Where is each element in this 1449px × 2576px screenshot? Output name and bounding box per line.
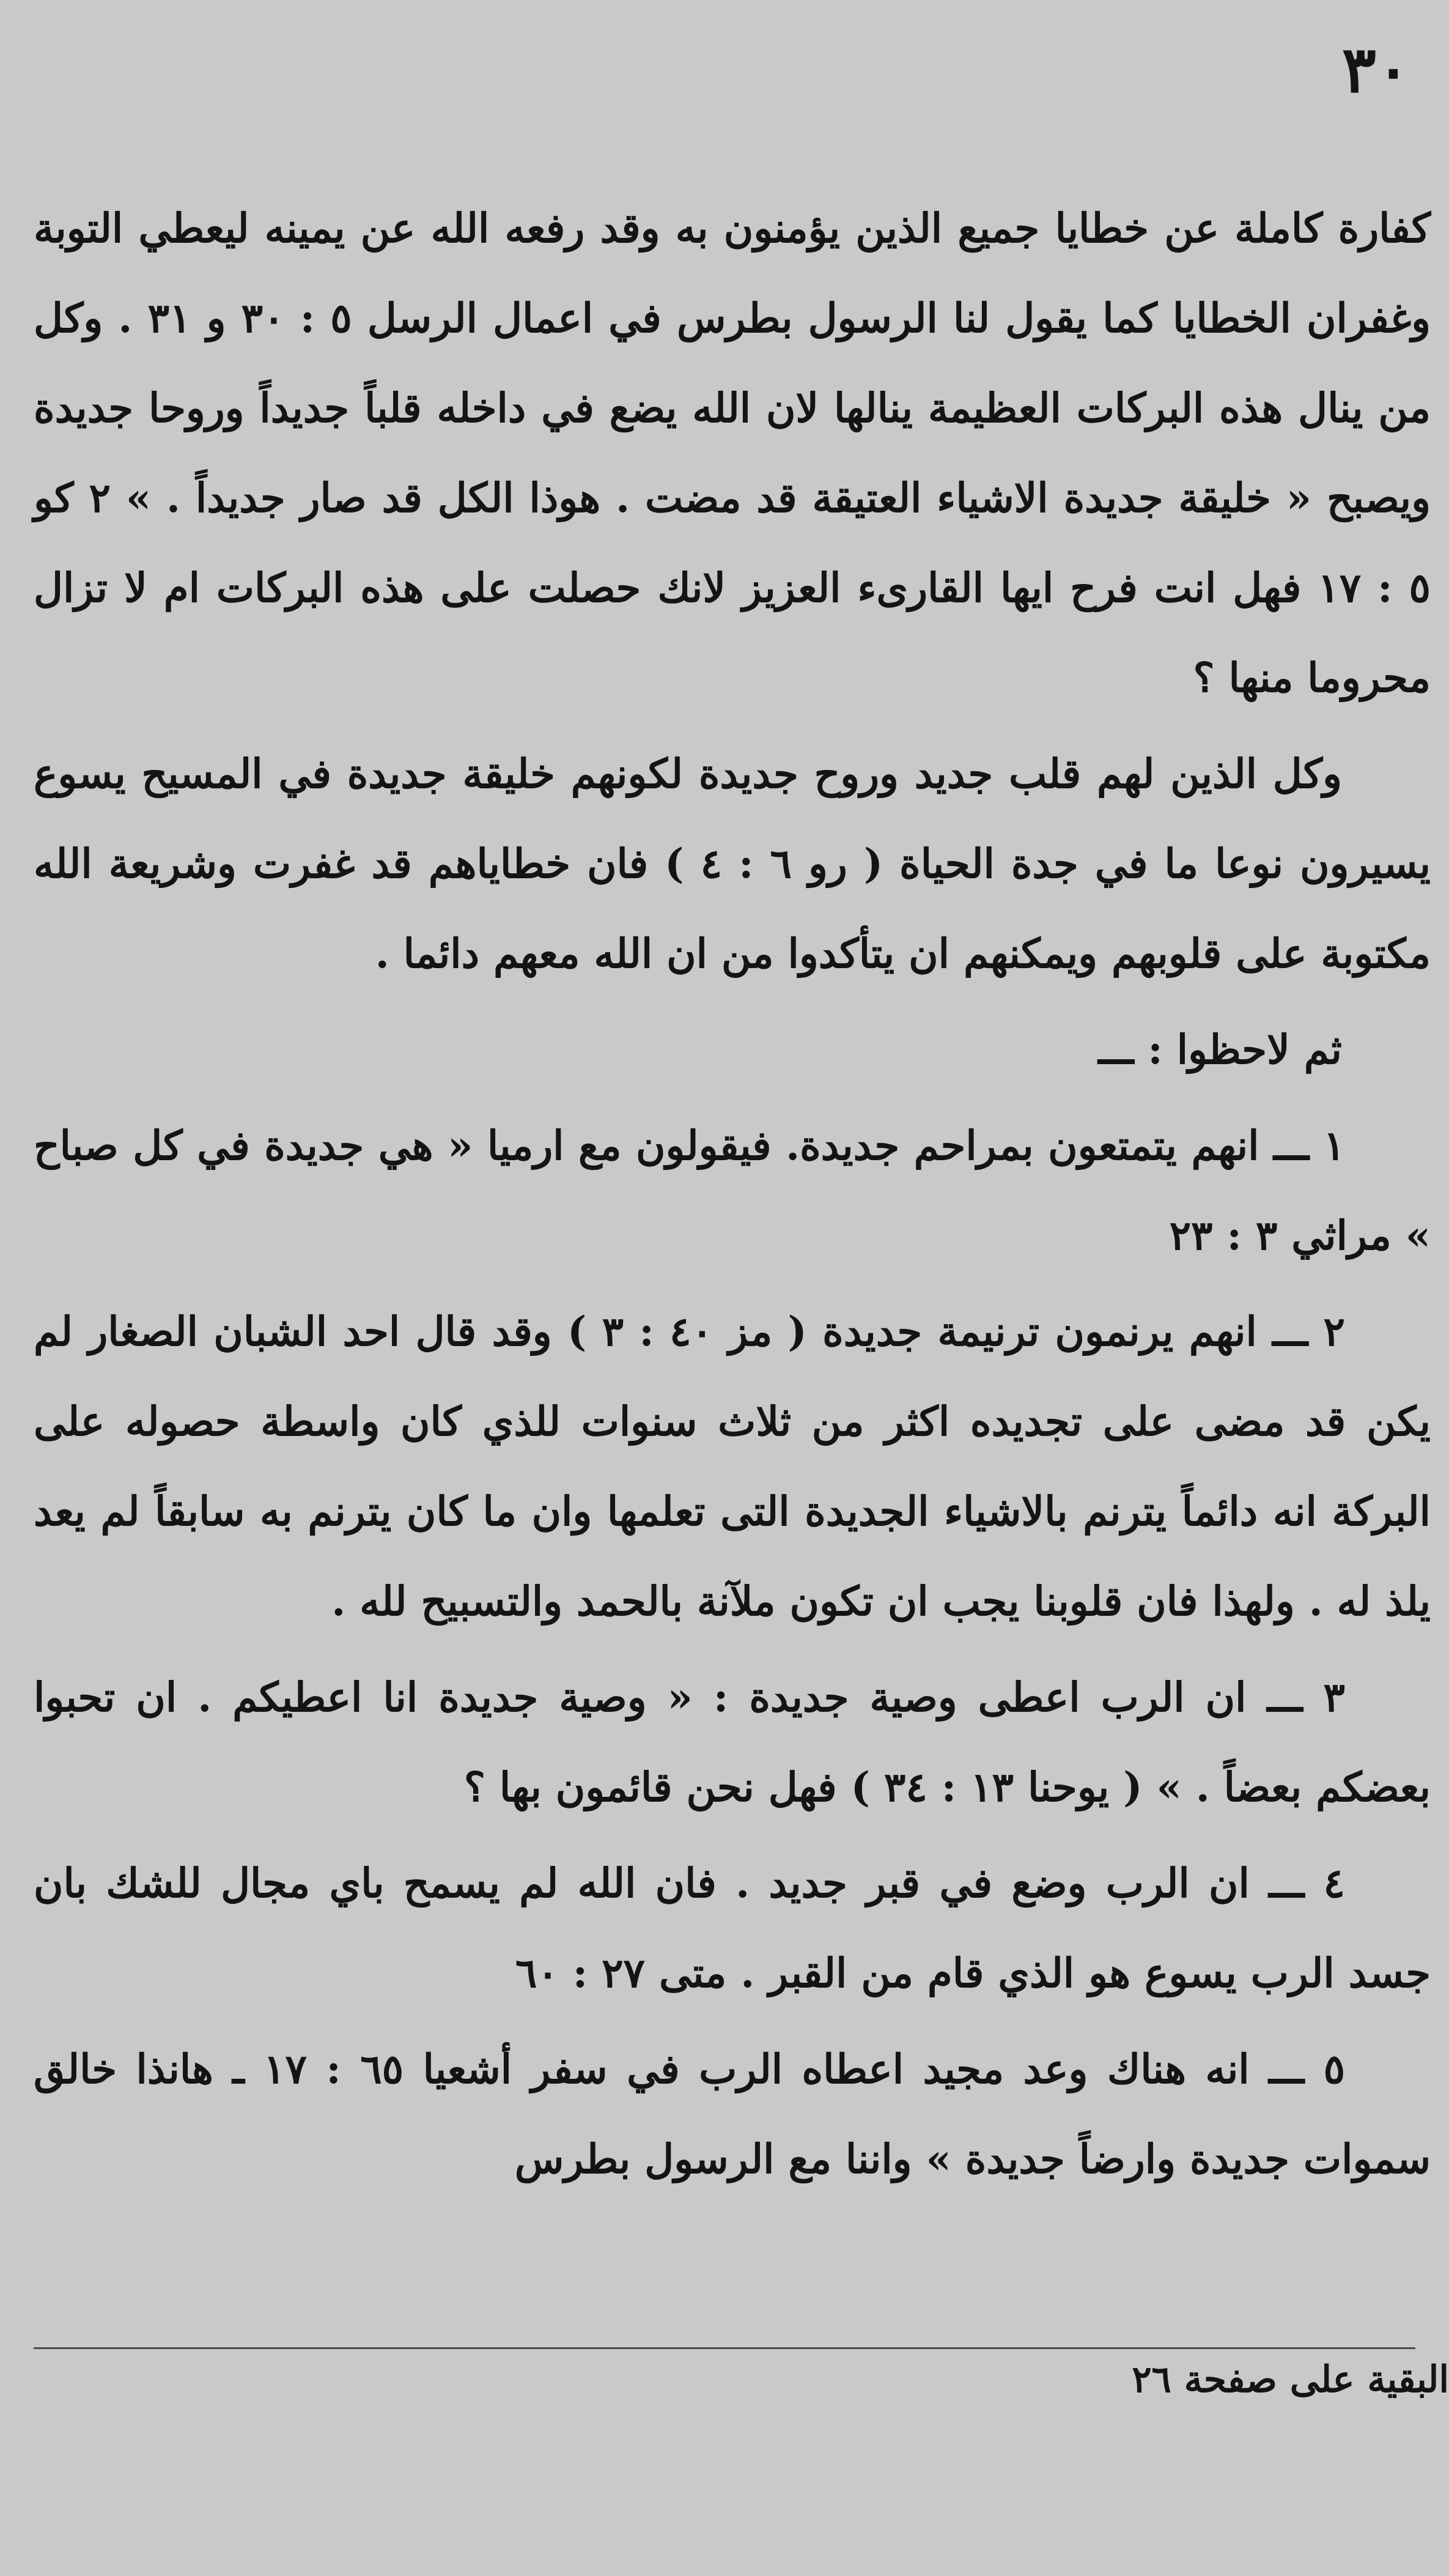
paragraph-1: كفارة كاملة عن خطايا جميع الذين يؤمنون به وقد رفعه الله عن يمينه ليعطي التوبة وغفران الخطايا كما يقول لنا الرسول بطرس في اعمال الرسل ٥ : ٣٠ و ٣١ . وكل من ينال هذه البركات العظيمة ينالها لان الله يضع في داخله قلباً جديداً وروحا جديدة ويصبح « خليقة جديدة الاشياء العتيقة قد مضت . هوذا الكل قد صار جديداً . » ٢ كو ٥ : ١٧ فهل انت فرح ايها القارىء العزيز لانك حصلت على هذه البركات ام لا تزال محروما منها ؟ [34,204,1431,701]
list-item-5: ٥ ـــ انه هناك وعد مجيد اعطاه الرب في سفر أشعيا ٦٥ : ١٧ ـ هانذا خالق سموات جديدة وارضاً جديدة » واننا مع الرسول بطرس [34,2045,1431,2183]
list-item-1: ١ ـــ انهم يتمتعون بمراحم جديدة. فيقولون مع ارميا « هي جديدة في كل صباح » مراثي ٣ : ٢٣ [34,1122,1431,1259]
paragraph-3: ثم لاحظوا : ـــ [1098,1026,1342,1073]
continued-note: البقية على صفحة ٢٦ [1132,2358,1449,2401]
paragraph-2: وكل الذين لهم قلب جديد وروح جديدة لكونهم خليقة جديدة في المسيح يسوع يسيرون نوعا ما في جدة الحياة ( رو ٦ : ٤ ) فان خطاياهم قد غفرت وشريعة الله مكتوبة على قلوبهم ويمكنهم ان يتأكدوا من ان الله معهم دائما . [34,750,1431,977]
body-text [34,183,1431,2210]
list-item-3: ٣ ـــ ان الرب اعطى وصية جديدة : « وصية جديدة انا اعطيكم . ان تحبوا بعضكم بعضاً . » ( يوحنا ١٣ : ٣٤ ) فهل نحن قائمون بها ؟ [34,1673,1431,1811]
list-item-4: ٤ ـــ ان الرب وضع في قبر جديد . فان الله لم يسمح باي مجال للشك بان جسد الرب يسوع هو الذي قام من القبر . متى ٢٧ : ٦٠ [34,1859,1431,1997]
page-number: ٣٠ [1342,32,1410,107]
list-item-2: ٢ ـــ انهم يرنمون ترنيمة جديدة ( مز ٤٠ : ٣ ) وقد قال احد الشبان الصغار لم يكن قد مضى على تجديده اكثر من ثلاث سنوات للذي كان واسطة حصوله على البركة انه دائماً يترنم بالاشياء الجديدة التى تعلمها وان ما كان يترنم به سابقاً لم يعد يلذ له . ولهذا فان قلوبنا يجب ان تكون ملآنة بالحمد والتسبيح لله . [34,1308,1431,1625]
footer-divider [34,2347,1415,2349]
